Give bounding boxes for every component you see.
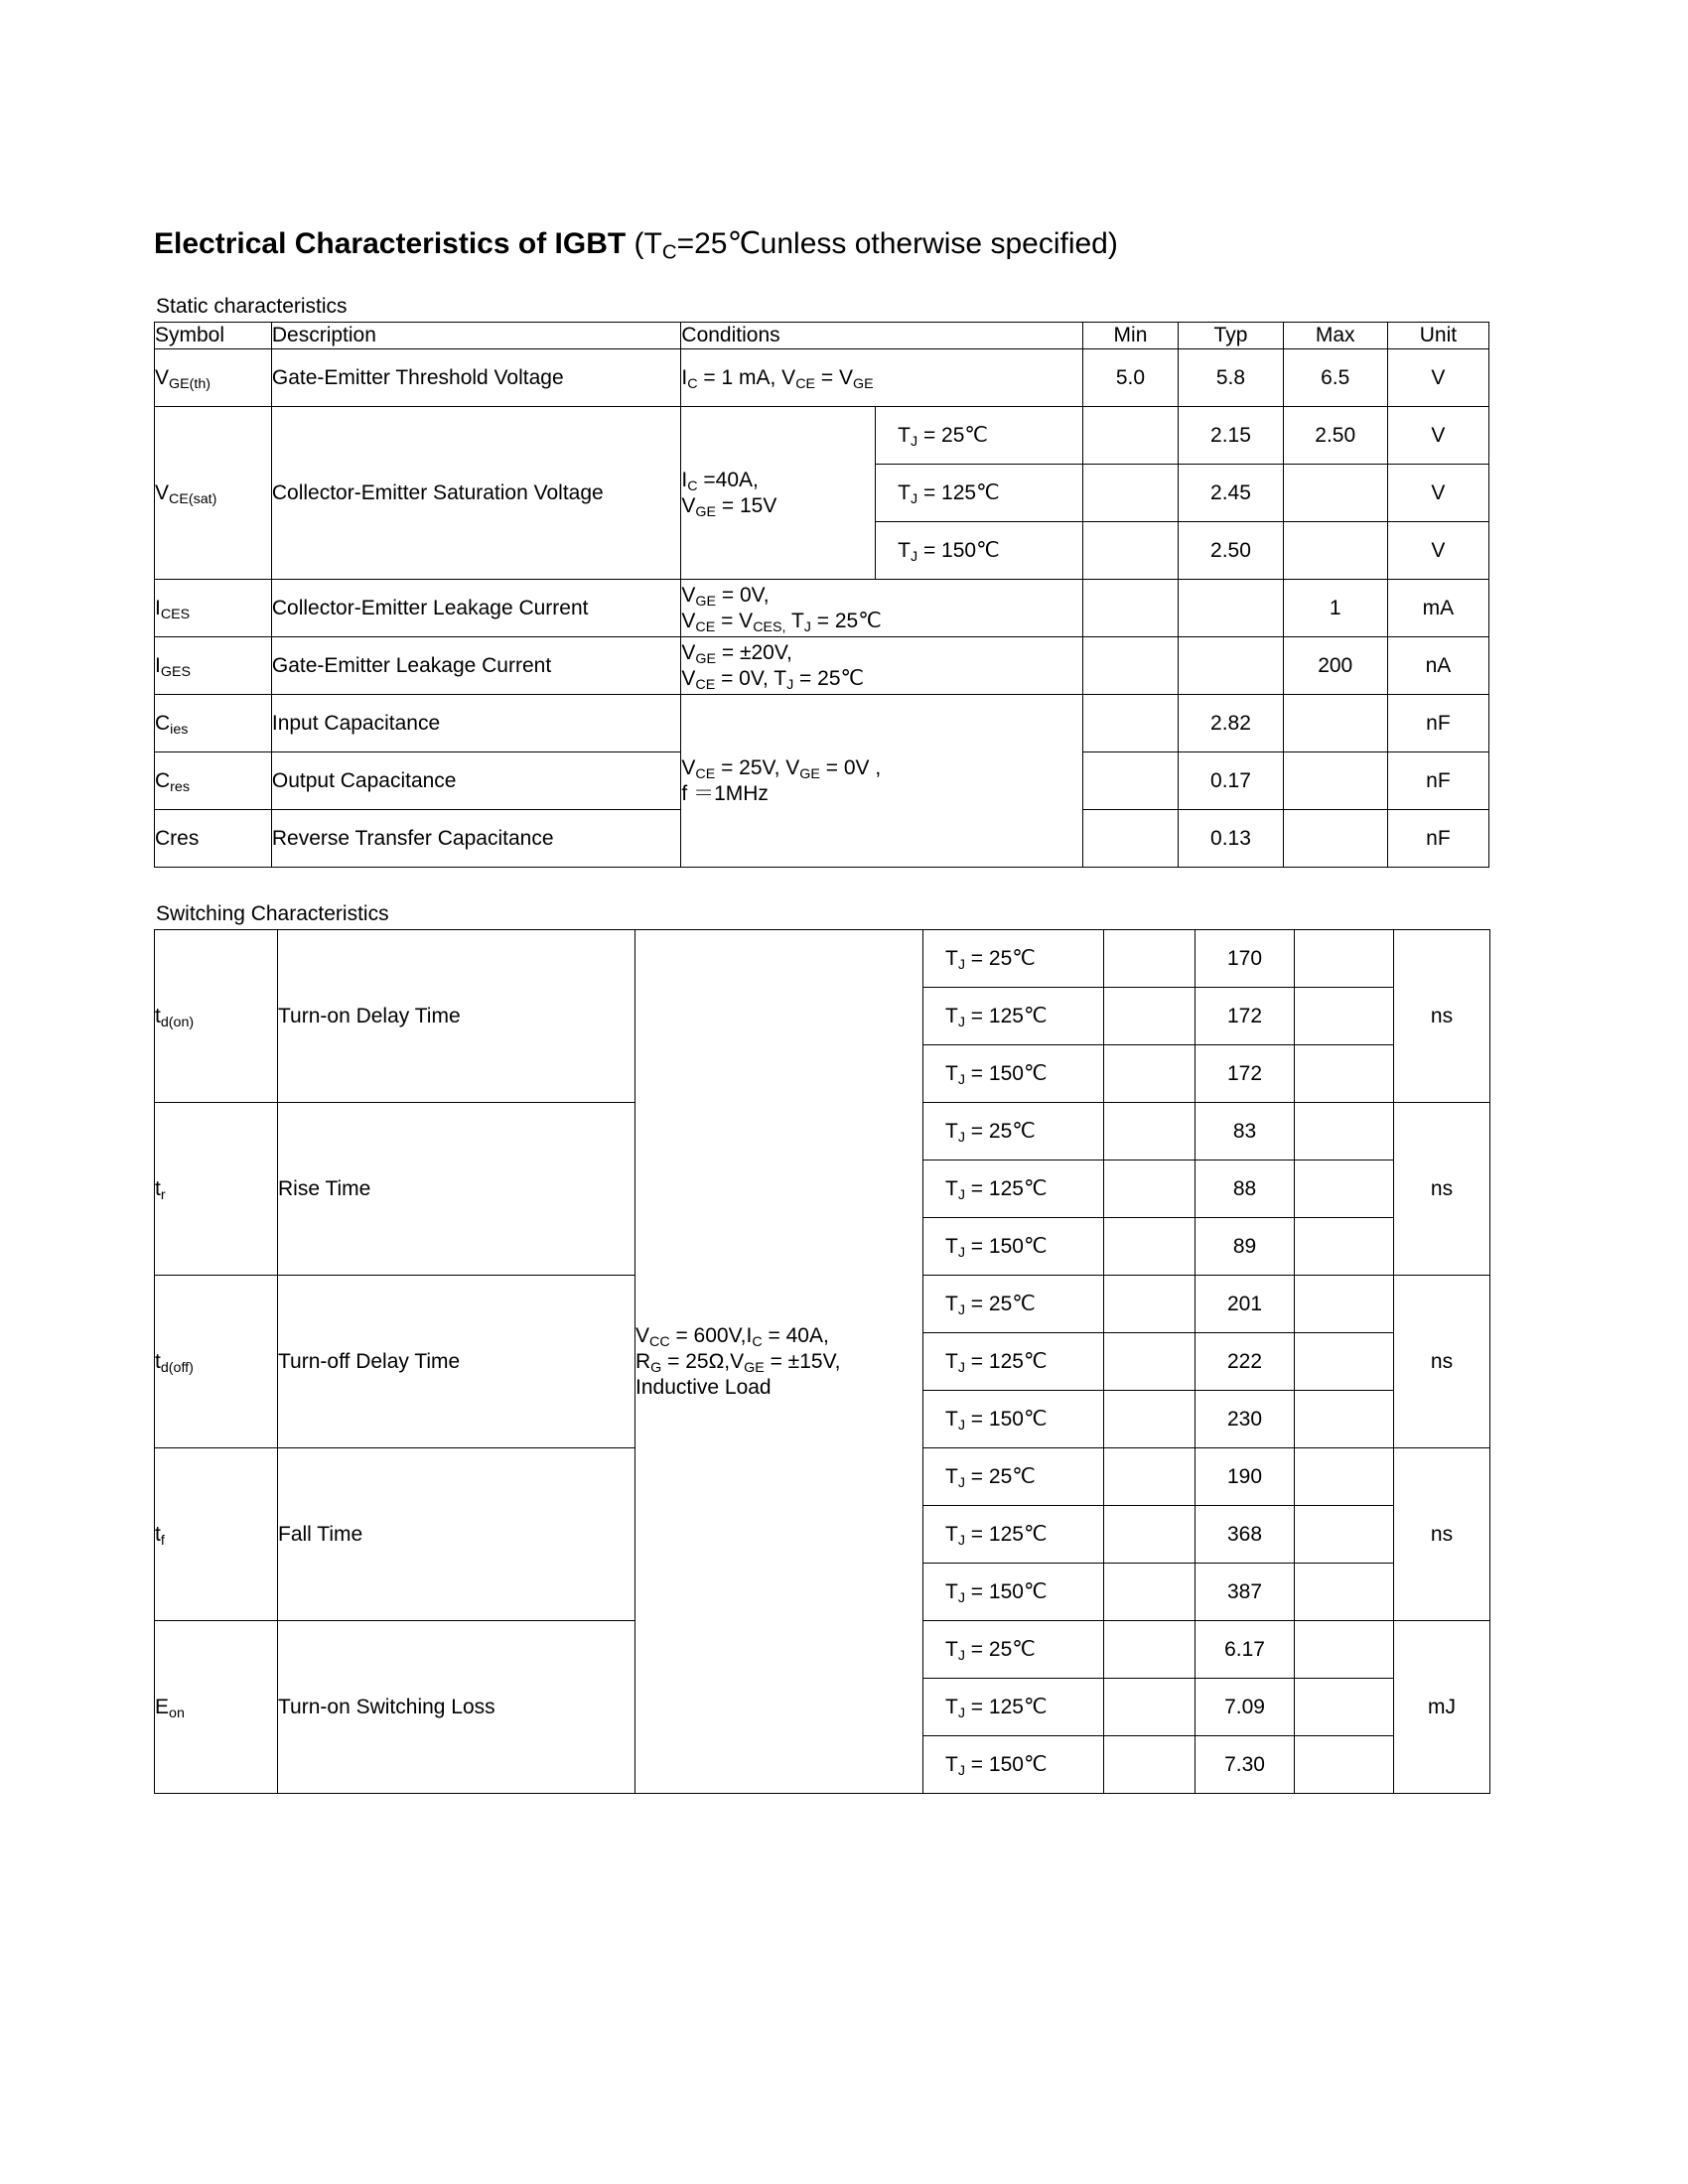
value-min-vcesat-125: [1082, 465, 1179, 522]
conditions-switching: $V_{CC} = 600V,I_C = 40A$, $R_G = 25\Omega,V_{GE} = \pm 15V$, Inductive Load: [635, 930, 923, 1794]
value-typ-vcesat-25: 2.15: [1179, 407, 1283, 465]
conditions-tj-tdon-125: $T_J$ = 125℃: [923, 988, 1104, 1045]
value-typ-cres-output: 0.17: [1179, 752, 1283, 810]
value-typ-tf-125: 368: [1196, 1506, 1295, 1564]
header-description: Description: [271, 323, 681, 349]
value-max-tr-25: [1295, 1103, 1394, 1160]
description-cres-output: Output Capacitance: [271, 752, 681, 810]
value-unit-tdon: ns: [1394, 930, 1490, 1103]
description-cres-reverse: Reverse Transfer Capacitance: [271, 810, 681, 868]
conditions-tj-tr-25: $T_J$ = 25℃: [923, 1103, 1104, 1160]
value-unit-iges: nA: [1387, 637, 1488, 695]
value-typ-tdoff-125: 222: [1196, 1333, 1295, 1391]
value-typ-tr-25: 83: [1196, 1103, 1295, 1160]
value-unit-cres-reverse: nF: [1387, 810, 1488, 868]
value-typ-cres-reverse: 0.13: [1179, 810, 1283, 868]
value-max-tdon-150: [1295, 1045, 1394, 1103]
symbol-ices: $I_{CES}$: [155, 580, 272, 637]
value-max-cies: [1283, 695, 1387, 752]
value-typ-tf-150: 387: [1196, 1564, 1295, 1621]
value-min-vgeth: 5.0: [1082, 349, 1179, 407]
value-max-tdoff-150: [1295, 1391, 1394, 1448]
value-max-tdoff-25: [1295, 1276, 1394, 1333]
value-max-ices: 1: [1283, 580, 1387, 637]
description-tdon: Turn-on Delay Time: [278, 930, 635, 1103]
value-min-tf-125: [1104, 1506, 1196, 1564]
conditions-tj-tdoff-125: $T_J$ = 125℃: [923, 1333, 1104, 1391]
conditions-tj-tdon-25: $T_J$ = 25℃: [923, 930, 1104, 988]
value-min-tr-25: [1104, 1103, 1196, 1160]
page-title-sub-c: C: [661, 241, 677, 264]
table-row-vgeth: [155, 349, 1489, 407]
value-typ-tdon-25: 170: [1196, 930, 1295, 988]
value-unit-cres-output: nF: [1387, 752, 1488, 810]
header-min: Min: [1082, 323, 1179, 349]
conditions-tj-vcesat-125: $T_J$ = 125℃: [876, 465, 1082, 522]
page-title-bold: Electrical Characteristics of IGBT: [154, 227, 627, 260]
symbol-tdoff: $t_{d(off)}$: [155, 1276, 278, 1448]
value-unit-cies: nF: [1387, 695, 1488, 752]
value-min-tf-25: [1104, 1448, 1196, 1506]
value-unit-eon: mJ: [1394, 1621, 1490, 1794]
value-min-eon-125: [1104, 1679, 1196, 1736]
conditions-tj-eon-150: $T_J$ = 150℃: [923, 1736, 1104, 1794]
description-ices: Collector-Emitter Leakage Current: [271, 580, 681, 637]
value-max-tr-150: [1295, 1218, 1394, 1276]
conditions-capacitance: $V_{CE} = 25V$, $V_{GE} = 0V$ , f ＝1MHz: [681, 695, 1082, 868]
conditions-vgeth: $I_C = 1$ mA, $V_{CE} = V_{GE}$: [681, 349, 1082, 407]
conditions-tj-tdoff-150: $T_J$ = 150℃: [923, 1391, 1104, 1448]
description-tdoff: Turn-off Delay Time: [278, 1276, 635, 1448]
value-typ-eon-25: 6.17: [1196, 1621, 1295, 1679]
value-max-tf-25: [1295, 1448, 1394, 1506]
symbol-vcesat: $V_{CE(sat)}$: [155, 407, 272, 580]
value-unit-tf: ns: [1394, 1448, 1490, 1621]
conditions-tj-tf-25: $T_J$ = 25℃: [923, 1448, 1104, 1506]
table-row-vcesat-1: [155, 407, 1489, 465]
value-min-vcesat-150: [1082, 522, 1179, 580]
value-typ-tdoff-25: 201: [1196, 1276, 1295, 1333]
value-unit-vcesat-25: V: [1387, 407, 1488, 465]
description-tr: Rise Time: [278, 1103, 635, 1276]
value-min-tdon-150: [1104, 1045, 1196, 1103]
value-typ-cies: 2.82: [1179, 695, 1283, 752]
header-conditions: Conditions: [681, 323, 1082, 349]
conditions-tj-vcesat-25: $T_J$ = 25℃: [876, 407, 1082, 465]
switching-characteristics-table: [154, 929, 1490, 1794]
value-max-tr-125: [1295, 1160, 1394, 1218]
conditions-tj-eon-125: $T_J$ = 125℃: [923, 1679, 1104, 1736]
value-min-vcesat-25: [1082, 407, 1179, 465]
value-unit-vgeth: V: [1387, 349, 1488, 407]
conditions-iges: $V_{GE} = \pm 20V$, $V_{CE} = 0V$, $T_J$ = 25℃: [681, 637, 1082, 695]
header-unit: Unit: [1387, 323, 1488, 349]
page-content: [154, 226, 1524, 1794]
value-unit-tdoff: ns: [1394, 1276, 1490, 1448]
degree-celsius-symbol: ℃: [727, 227, 761, 260]
symbol-eon: $E_{on}$: [155, 1621, 278, 1794]
value-max-tdon-25: [1295, 930, 1394, 988]
symbol-tr: $t_r$: [155, 1103, 278, 1276]
symbol-tf: $t_f$: [155, 1448, 278, 1621]
header-max: Max: [1283, 323, 1387, 349]
value-typ-tdon-150: 172: [1196, 1045, 1295, 1103]
table-row-tdon-1: [155, 930, 1490, 988]
value-typ-eon-150: 7.30: [1196, 1736, 1295, 1794]
value-max-cres-output: [1283, 752, 1387, 810]
static-table-header-row: [155, 323, 1489, 349]
value-unit-vcesat-125: V: [1387, 465, 1488, 522]
value-min-eon-25: [1104, 1621, 1196, 1679]
header-typ: Typ: [1179, 323, 1283, 349]
description-iges: Gate-Emitter Leakage Current: [271, 637, 681, 695]
value-typ-vcesat-125: 2.45: [1179, 465, 1283, 522]
value-unit-tr: ns: [1394, 1103, 1490, 1276]
description-cies: Input Capacitance: [271, 695, 681, 752]
conditions-tj-tf-125: $T_J$ = 125℃: [923, 1506, 1104, 1564]
static-characteristics-caption: Static characteristics: [156, 295, 348, 318]
value-min-cres-output: [1082, 752, 1179, 810]
value-typ-tdon-125: 172: [1196, 988, 1295, 1045]
conditions-tj-tdon-150: $T_J$ = 150℃: [923, 1045, 1104, 1103]
value-min-tdoff-125: [1104, 1333, 1196, 1391]
value-min-cies: [1082, 695, 1179, 752]
value-max-vcesat-150: [1283, 522, 1387, 580]
value-min-tdon-25: [1104, 930, 1196, 988]
description-tf: Fall Time: [278, 1448, 635, 1621]
value-min-eon-150: [1104, 1736, 1196, 1794]
symbol-cies: $C_{ies}$: [155, 695, 272, 752]
value-typ-ices: [1179, 580, 1283, 637]
value-min-tdon-125: [1104, 988, 1196, 1045]
value-typ-tr-150: 89: [1196, 1218, 1295, 1276]
value-typ-tdoff-150: 230: [1196, 1391, 1295, 1448]
value-min-tr-150: [1104, 1218, 1196, 1276]
value-max-iges: 200: [1283, 637, 1387, 695]
conditions-tj-tr-125: $T_J$ = 125℃: [923, 1160, 1104, 1218]
conditions-tj-tr-150: $T_J$ = 150℃: [923, 1218, 1104, 1276]
value-max-tf-150: [1295, 1564, 1394, 1621]
page-title-tail: unless otherwise specified): [760, 227, 1118, 260]
value-typ-vcesat-150: 2.50: [1179, 522, 1283, 580]
table-row-iges: [155, 637, 1489, 695]
table-row-cies: [155, 695, 1489, 752]
value-unit-ices: mA: [1387, 580, 1488, 637]
value-min-iges: [1082, 637, 1179, 695]
value-typ-tf-25: 190: [1196, 1448, 1295, 1506]
conditions-tj-tf-150: $T_J$ = 150℃: [923, 1564, 1104, 1621]
description-vgeth: Gate-Emitter Threshold Voltage: [271, 349, 681, 407]
description-eon: Turn-on Switching Loss: [278, 1621, 635, 1794]
value-max-tf-125: [1295, 1506, 1394, 1564]
page-title-paren-open: (T: [626, 227, 662, 260]
conditions-vcesat: $I_C =40A$, $V_{GE} = 15V$: [681, 407, 876, 580]
switching-characteristics-caption: Switching Characteristics: [156, 902, 389, 925]
value-max-vcesat-125: [1283, 465, 1387, 522]
conditions-tj-tdoff-25: $T_J$ = 25℃: [923, 1276, 1104, 1333]
value-max-vcesat-25: 2.50: [1283, 407, 1387, 465]
page-title-value: =25: [676, 227, 728, 260]
value-max-eon-125: [1295, 1679, 1394, 1736]
conditions-ices: $V_{GE} = 0V$, $V_{CE} = V_{CES,}$ $T_J$ = 25℃: [681, 580, 1082, 637]
symbol-vgeth: $V_{GE(th)}$: [155, 349, 272, 407]
value-min-tdoff-25: [1104, 1276, 1196, 1333]
value-typ-vgeth: 5.8: [1179, 349, 1283, 407]
value-min-tdoff-150: [1104, 1391, 1196, 1448]
value-min-tf-150: [1104, 1564, 1196, 1621]
conditions-tj-eon-25: $T_J$ = 25℃: [923, 1621, 1104, 1679]
value-unit-vcesat-150: V: [1387, 522, 1488, 580]
description-vcesat: Collector-Emitter Saturation Voltage: [271, 407, 681, 580]
symbol-iges: $I_{GES}$: [155, 637, 272, 695]
table-row-ices: [155, 580, 1489, 637]
static-characteristics-table: [154, 322, 1489, 868]
value-max-eon-25: [1295, 1621, 1394, 1679]
header-symbol: Symbol: [155, 323, 272, 349]
value-min-tr-125: [1104, 1160, 1196, 1218]
symbol-cres-reverse: Cres: [155, 810, 272, 868]
value-min-cres-reverse: [1082, 810, 1179, 868]
value-max-cres-reverse: [1283, 810, 1387, 868]
value-max-vgeth: 6.5: [1283, 349, 1387, 407]
value-max-tdon-125: [1295, 988, 1394, 1045]
symbol-tdon: $t_{d(on)}$: [155, 930, 278, 1103]
symbol-cres-output: $C_{res}$: [155, 752, 272, 810]
value-typ-iges: [1179, 637, 1283, 695]
value-max-tdoff-125: [1295, 1333, 1394, 1391]
page-title: [154, 226, 1524, 262]
value-typ-tr-125: 88: [1196, 1160, 1295, 1218]
conditions-tj-vcesat-150: $T_J$ = 150℃: [876, 522, 1082, 580]
value-typ-eon-125: 7.09: [1196, 1679, 1295, 1736]
value-max-eon-150: [1295, 1736, 1394, 1794]
value-min-ices: [1082, 580, 1179, 637]
